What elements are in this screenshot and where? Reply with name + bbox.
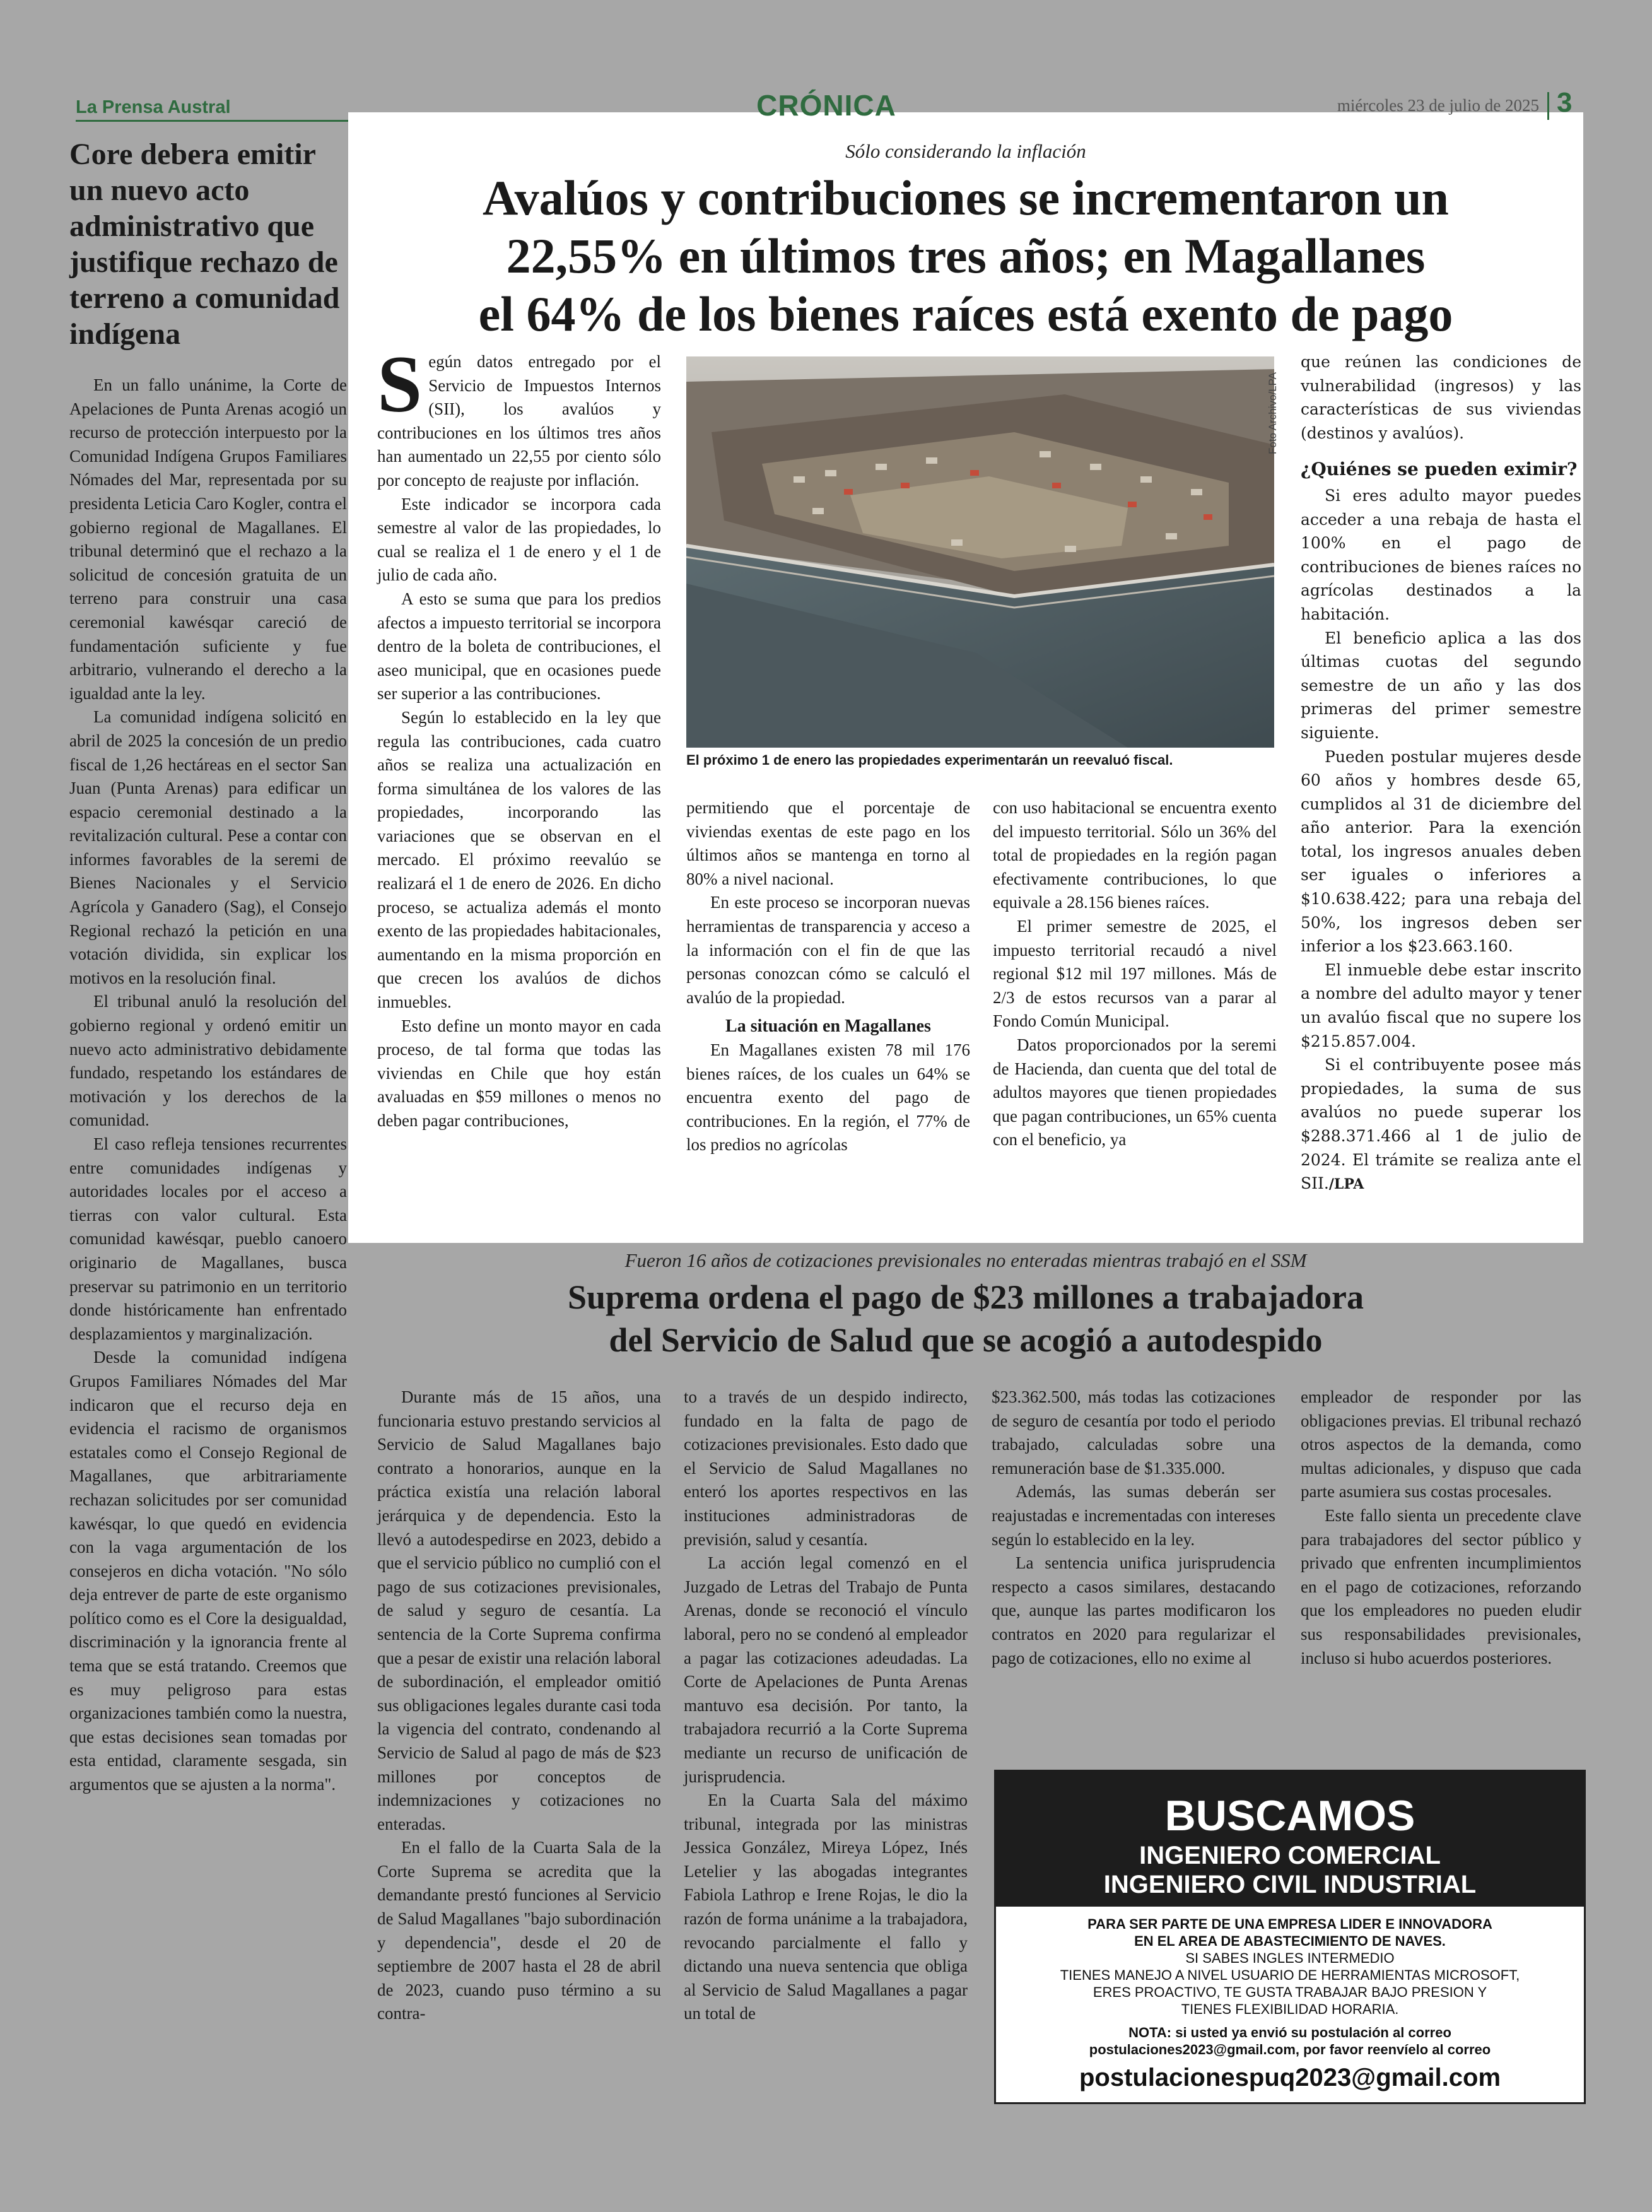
paragraph: Durante más de 15 años, una funcionaria estuvo prestando servicios al Servicio de Salud Magallanes bajo contrato a honorarios, aunque en la práctica existía una relación laboral jerárquica y de dependencia. Esto la llevó a autodespedirse en 2023, debido a que el servicio público no cumplió con el pago de sus cotizaciones previsionales, de salud y seguro de cesantía. La sentencia de la Corte Suprema confirma que a pesar de existir una relación laboral de subordinación, el empleador omitió sus obligaciones legales durante casi toda la vigencia del contrato, condenando al Servicio de Salud al pago de más de $23 millones por conceptos de indemnizaciones y cotizaciones no enteradas. <box>377 1387 661 1833</box>
paragraph: empleador de responder por las obligaciones previas. El tribunal rechazó otros aspectos de la demanda, como multas adicionales, y dispuso que cada parte asumiera sus costas procesales. <box>1301 1387 1581 1502</box>
paragraph: $23.362.500, más todas las cotizaciones de seguro de cesantía por todo el periodo trabajado, calculadas sobre una remuneración base de $1.335.000. <box>992 1387 1275 1478</box>
section-label: CRÓNICA <box>756 89 896 122</box>
headline-line: 22,55% en últimos tres años; en Magallanes <box>506 228 1426 283</box>
paragraph: La acción legal comenzó en el Juzgado de Letras del Trabajo de Punta Arenas, donde se reconoció el vínculo laboral, pero no se condenó al empleador a pagar las cotizaciones adeudadas. La Corte de Apelaciones de Punta Arenas mantuvo esa decisión. Por tanto, la trabajadora recurrió a la Corte Suprema mediante un recurso de unificación de jurisprudencia. <box>684 1553 968 1786</box>
ad-requirement: TIENES FLEXIBILIDAD HORARIA. <box>1181 2001 1399 2017</box>
header-separator <box>1547 92 1549 120</box>
paragraph: Además, las sumas deberán ser reajustadas e incrementadas con intereses según lo establecido en la ley. <box>992 1482 1275 1549</box>
paragraph: El primer semestre de 2025, el impuesto territorial recaudó a nivel regional $12 mil 197 millones. Más de 2/3 de estos recursos van a parar al Fondo Común Municipal. <box>993 916 1277 1031</box>
paragraph: que reúnen las condiciones de vulnerabilidad (ingresos) y las características de sus viviendas (destinos y avalúos). <box>1301 353 1581 442</box>
job-ad <box>994 1770 1586 2104</box>
paragraph: Según lo establecido en la ley que regula las contribuciones, cada cuatro años se realiza una actualización en forma simultánea de los valores de las propiedades, incorporando las variaciones que se observan en el mercado. El próximo reevalúo se realizará el 1 de enero de 2026. En dicho proceso, se actualiza además el monto exento de las propiedades habitacionales, aumentando en la misma proporción en que crecen los avalúos de dichos inmuebles. <box>377 707 661 1012</box>
photo-credit: Foto Archivo/LPA <box>1267 372 1279 454</box>
paragraph: permitiendo que el porcentaje de viviendas exentas de este pago en los últimos años se mantenga en torno al 80% a nivel nacional. <box>686 798 970 888</box>
ad-title: BUSCAMOS <box>1164 1792 1415 1840</box>
headline-line: el 64% de los bienes raíces está exento de pago <box>478 286 1453 341</box>
page-number: 3 <box>1557 87 1573 118</box>
second-col-1 <box>377 1385 661 2026</box>
ad-header <box>996 1772 1584 1907</box>
main-col-1 <box>377 339 661 1133</box>
header-date: miércoles 23 de julio de 2025 <box>1337 96 1539 115</box>
main-col-2 <box>686 796 970 1157</box>
photo-caption: El próximo 1 de enero las propiedades experimentarán un reevaluó fiscal. <box>686 752 1173 768</box>
paragraph: En este proceso se incorporan nuevas herramientas de transparencia y acceso a la información con el fin de que las personas conozcan cómo se calculó el avalúo de la propiedad. <box>686 893 970 1007</box>
ad-requirement: SI SABES INGLES INTERMEDIO <box>1185 1950 1395 1966</box>
paragraph: El beneficio aplica a las dos últimas cuotas del segundo semestre de un año y las dos primeras del primer semestre siguiente. <box>1301 628 1581 742</box>
left-article-body <box>69 374 347 1797</box>
paragraph: El caso refleja tensiones recurrentes entre comunidades indígenas y autoridades locales por el acceso a tierras con valor cultural. Esta comunidad kawésqar, pueblo canoero originario de Magallanes, busca preservar su patrimonio en un territorio donde históricamente han enfrentado desplazamientos y marginalización. <box>69 1134 347 1343</box>
paragraph: con uso habitacional se encuentra exento del impuesto territorial. Sólo un 36% del total de propiedades en la región pagan efectivamente contribuciones, lo que equivale a 28.156 bienes raíces. <box>993 798 1277 912</box>
ad-requirement: TIENES MANEJO A NIVEL USUARIO DE HERRAMIENTAS MICROSOFT, <box>1060 1967 1520 1983</box>
paragraph: Si eres adulto mayor puedes acceder a una rebaja de hasta el 100% en el pago de contribuciones de bienes raíces no agrícolas destinados a la habitación. <box>1301 486 1581 623</box>
ad-note: postulaciones2023@gmail.com, por favor reenvíelo al correo <box>1089 2042 1491 2057</box>
paragraph: Si el contribuyente posee más propiedades, la suma de sus avalúos no puede superar los $288.371.466 al 1 de julio de 2024. El trámite se realiza ante el SII./LPA <box>1301 1056 1581 1193</box>
ad-note: NOTA: si usted ya envió su postulación al correo <box>1128 2025 1451 2040</box>
paragraph: to a través de un despido indirecto, fundado en la falta de pago de cotizaciones previsionales. Esto dado que el Servicio de Salud Magallanes no enteró los aportes respectivos en las instituciones administradoras de previsión, salud y cesantía. <box>684 1387 968 1549</box>
second-headline <box>348 1276 1583 1362</box>
main-col-4 <box>1301 350 1581 1197</box>
ad-requirement: ERES PROACTIVO, TE GUSTA TRABAJAR BAJO PRESION Y <box>1093 1984 1487 2000</box>
left-article-title: Core debera emitir un nuevo acto administrativo que justifique rechazo de terreno a comunidad indígena <box>69 138 340 351</box>
second-col-3 <box>992 1385 1275 1670</box>
subhead-eximir: ¿Quiénes se pueden eximir? <box>1301 459 1578 480</box>
paragraph: La comunidad indígena solicitó en abril de 2025 la concesión de un predio fiscal de 1,26 hectáreas en el sector San Juan (Punta Arenas) para edificar un espacio ceremonial destinado a la revitalización cultural. Pese a contar con informes favorables de la seremi de Bienes Nacionales y el Servicio Agrícola y Ganadero (Sag), el Consejo Regional rechazó la petición en una votación dividida, sin explicar los motivos en la resolución final. <box>69 707 347 987</box>
paragraph: En el fallo de la Cuarta Sala de la Corte Suprema se acredita que la demandante prestó funciones al Servicio de Salud Magallanes "bajo subordinación y dependencia", desde el 20 de septiembre de 2007 hasta el 28 de abril de 2023, cuando puso término a su contra- <box>377 1838 661 2023</box>
ad-intro: PARA SER PARTE DE UNA EMPRESA LIDER E INNOVADORA <box>1087 1916 1492 1932</box>
paragraph: La sentencia unifica jurisprudencia respecto a casos similares, destacando que, aunque las partes modificaron los contratos en 2020 para regularizar el pago de cotizaciones, ello no exime al <box>992 1553 1275 1668</box>
brand-logo: La Prensa Austral <box>76 97 231 117</box>
second-col-4 <box>1301 1385 1581 1670</box>
aerial-city-image <box>686 356 1274 748</box>
paragraph: Este indicador se incorpora cada semestre al valor de las propiedades, lo cual se realiza el 1 de enero y el 1 de julio de cada año. <box>377 494 661 585</box>
headline-line: del Servicio de Salud que se acogió a autodespido <box>609 1321 1323 1359</box>
ad-email[interactable]: postulacionespuq2023@gmail.com <box>1079 2064 1501 2091</box>
paragraph: En Magallanes existen 78 mil 176 bienes raíces, de los cuales un 64% se encuentra exento del pago de contribuciones. En la región, el 77% de los predios no agrícolas <box>686 1040 970 1155</box>
headline-line: Avalúos y contribuciones se incrementaron un <box>483 170 1449 225</box>
second-kicker: Fueron 16 años de cotizaciones previsionales no enteradas mientras trabajó en el SSM <box>624 1249 1307 1271</box>
paragraph: En la Cuarta Sala del máximo tribunal, integrada por las ministras Jessica González, Mireya López, Inés Letelier y las abogadas integrantes Fabiola Lathrop e Irene Rojas, le dio la razón de forma unánime a la trabajadora, revocando parcialmente el fallo y dictando una nueva sentencia que obliga al Servicio de Salud Magallanes a pagar un total de <box>684 1791 968 2023</box>
ad-body <box>996 1915 1584 2093</box>
paragraph: Desde la comunidad indígena Grupos Familiares Nómades del Mar indicaron que el recurso deja en evidencia el racismo de organismos estatales como el Consejo Regional de Magallanes, que arbitrariamente rechazan solicitudes por ser comunidad kawésqar, lo que quedó en evidencia con la vaga argumentación de los consejeros en dicha votación. "No sólo deja entrever de parte de este organismo político como es el Core la desigualdad, discriminación y la ignorancia frente al tema que se está tratando. Creemos que es muy peligroso para estas organizaciones también como la nuestra, que estas decisiones sean tomadas por esta entidad, claramente sesgada, sin argumentos que se ajusten a la norma". <box>69 1348 347 1794</box>
second-col-2 <box>684 1385 968 2026</box>
main-headline <box>348 169 1583 343</box>
paragraph: El inmueble debe estar inscrito a nombre del adulto mayor y tener un avalúo fiscal que no supere los $215.857.004. <box>1301 960 1581 1050</box>
lead-paragraph: Según datos entregado por el Servicio de Impuestos Internos (SII), los avalúos y contribuciones en los últimos tres años han aumentado un 22,55 por ciento sólo por concepto de reajuste por inflación. <box>377 339 661 490</box>
headline-line: Suprema ordena el pago de $23 millones a trabajadora <box>567 1278 1364 1316</box>
subhead-magallanes: La situación en Magallanes <box>725 1016 931 1037</box>
main-kicker: Sólo considerando la inflación <box>845 140 1086 162</box>
paragraph: Esto define un monto mayor en cada proceso, de tal forma que todas las viviendas en Chile que hoy están avaluadas en $59 millones o menos no deben pagar contribuciones, <box>377 1016 661 1130</box>
paragraph: En un fallo unánime, la Corte de Apelaciones de Punta Arenas acogió un recurso de protección interpuesto por la Comunidad Indígena Grupos Familiares Nómades del Mar, representada por su presidenta Leticia Caro Kogler, contra el gobierno regional de Magallanes. El tribunal determinó que el rechazo a la solicitud de concesión gratuita de un terreno para construir una casa ceremonial kawésqar careció de fundamentación suficiente y fue arbitrario, vulnerando el derecho a la igualdad ante la ley. <box>69 375 347 703</box>
ad-role: INGENIERO CIVIL INDUSTRIAL <box>1103 1871 1477 1898</box>
aerial-photo <box>686 356 1274 748</box>
paragraph: Datos proporcionados por la seremi de Hacienda, dan cuenta que del total de adultos mayores que tienen propiedades que pagan contribuciones, un 65% cuenta con el beneficio, ya <box>993 1035 1277 1150</box>
signature: /LPA <box>1328 1176 1364 1193</box>
ad-role: INGENIERO COMERCIAL <box>1139 1842 1441 1869</box>
paragraph: A esto se suma que para los predios afectos a impuesto territorial se incorpora dentro de la boleta de contribuciones, el aseo municipal, que en ocasiones puede ser superior a las contribuciones. <box>377 589 661 703</box>
drop-cap: S <box>377 339 423 429</box>
paragraph: Este fallo sienta un precedente clave para trabajadores del sector público y privado que enfrenten incumplimientos en el pago de cotizaciones, reforzando que los empleadores no pueden eludir sus responsabilidades previsionales, incluso si hubo acuerdos posteriores. <box>1301 1505 1581 1668</box>
paragraph: Pueden postular mujeres desde 60 años y hombres desde 65, cumplidos al 31 de diciembre del año anterior. Para la exención total, los ingresos anuales deben ser iguales o inferiores a $10.638.422; para una rebaja del 50%, los ingresos deben ser inferior a los $23.663.160. <box>1301 747 1581 956</box>
main-col-3 <box>993 796 1277 1152</box>
paragraph: El tribunal anuló la resolución del gobierno regional y ordenó emitir un nuevo acto administrativo debidamente fundado, respetando los estándares de motivación y los derechos de la comunidad. <box>69 992 347 1130</box>
ad-intro: EN EL AREA DE ABASTECIMIENTO DE NAVES. <box>1134 1933 1446 1949</box>
